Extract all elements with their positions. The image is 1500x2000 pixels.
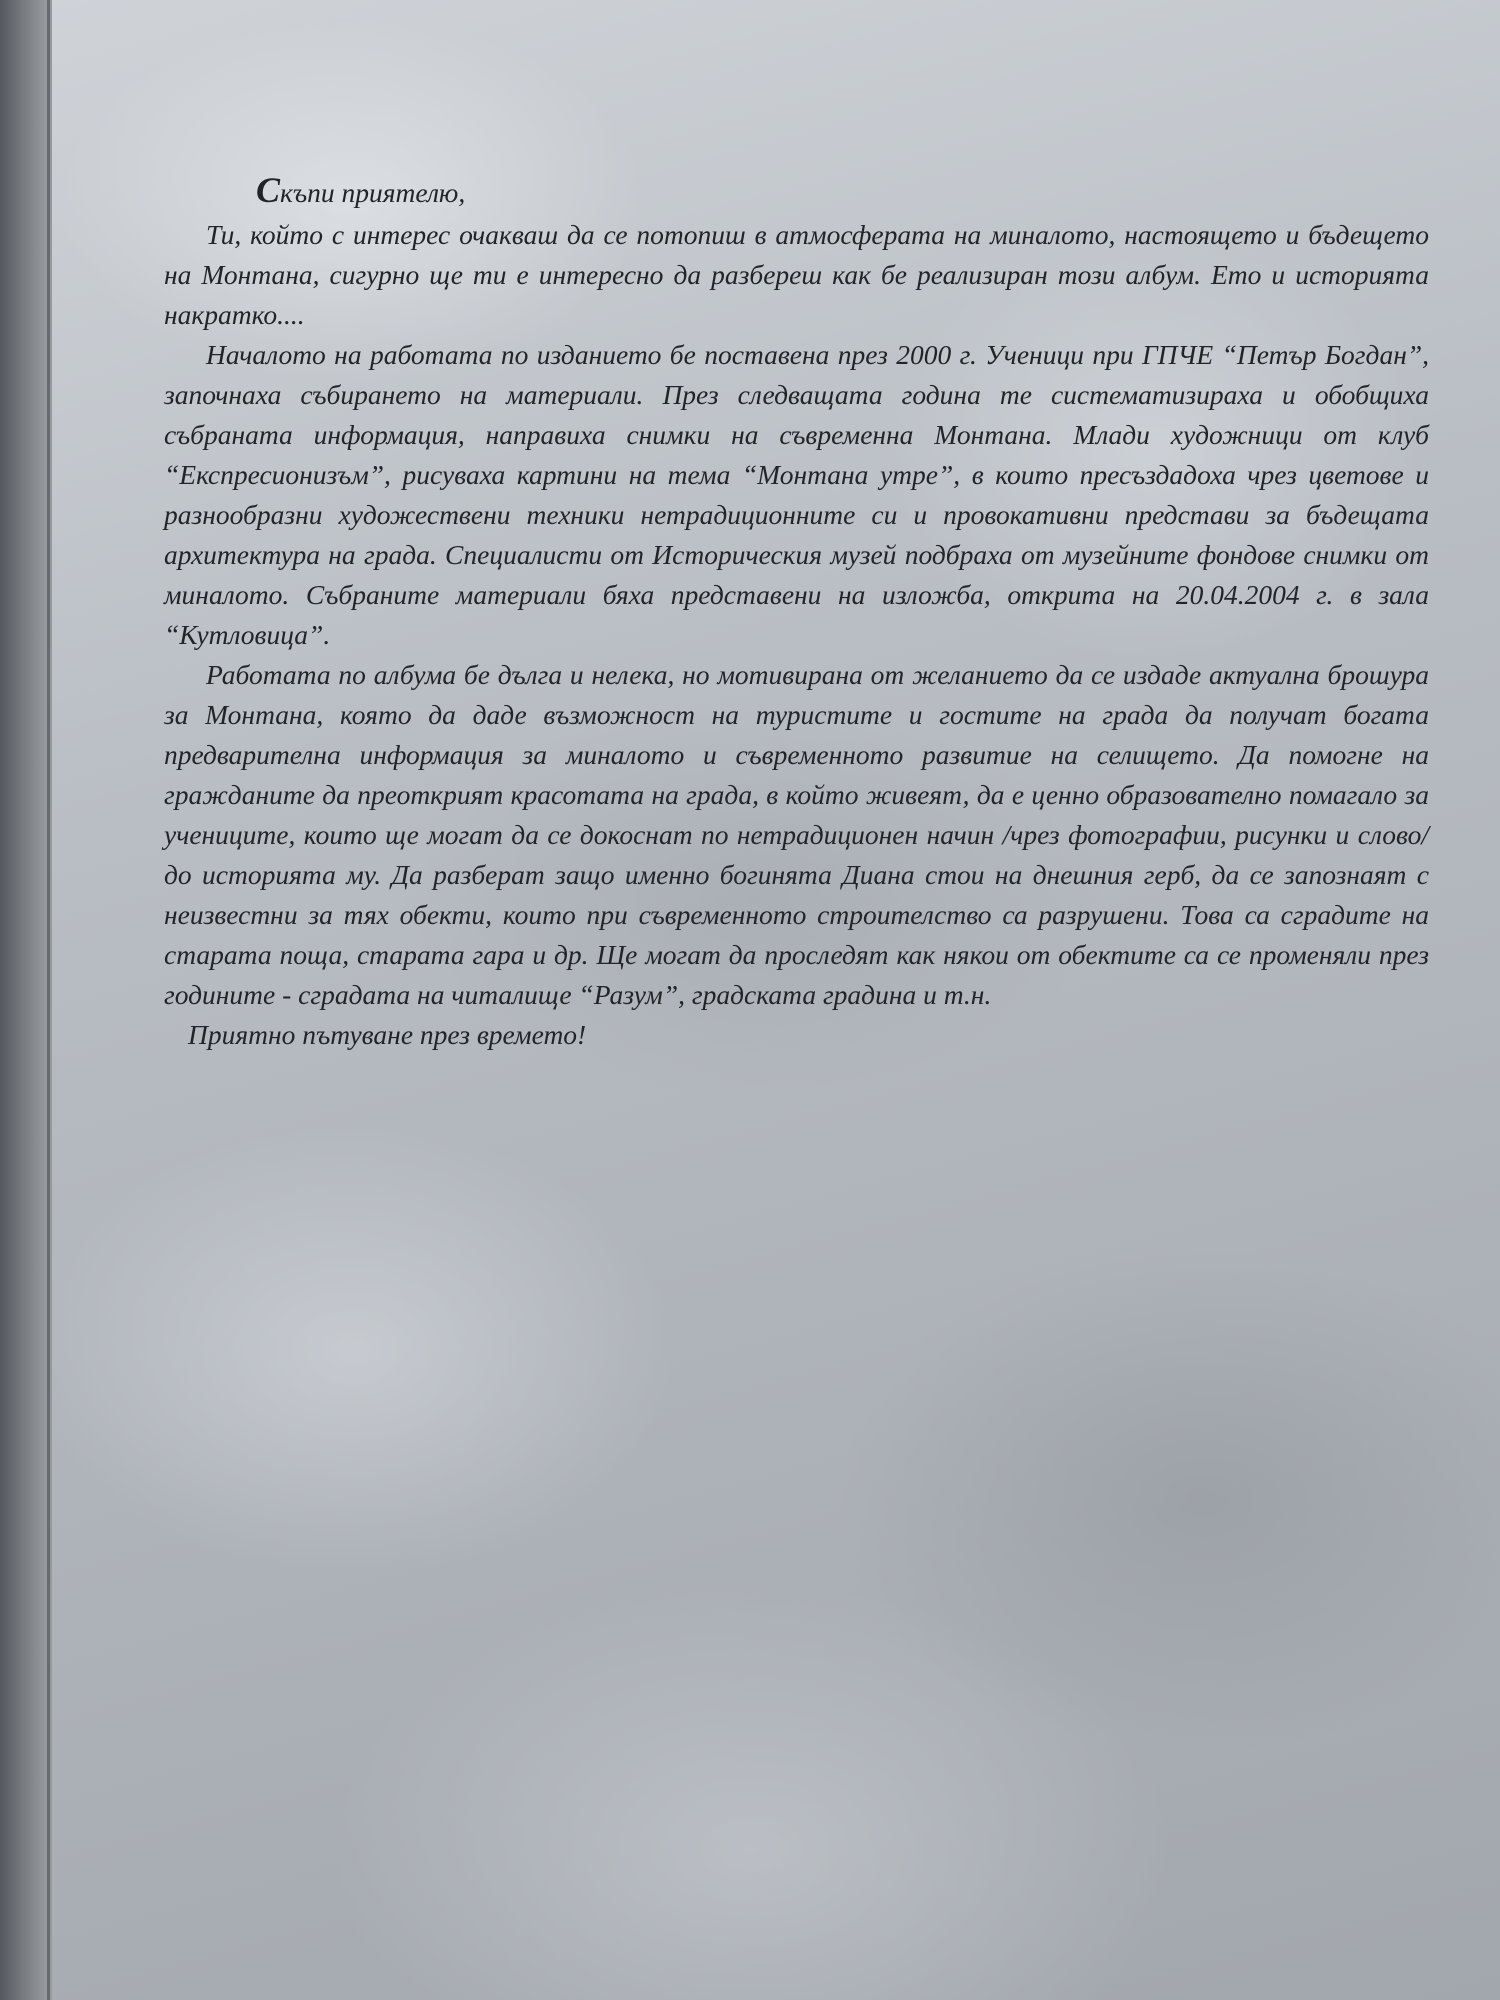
greeting-text: къпи приятелю, [280, 177, 466, 208]
greeting [164, 170, 1429, 213]
paragraph-intro: Ти, който с интерес очакваш да се потопиш в атмосферата на миналото, настоящето и бъдещето на Монтана, сигурно ще ти е интересно да разбереш как бе реализиран този албум. Ето и историята накратко.... [164, 219, 1429, 330]
greeting-initial: С [256, 170, 281, 210]
spine-fold-line [47, 0, 50, 2000]
page [52, 0, 1500, 2000]
closing-line: Приятно пътуване през времето! [188, 1019, 587, 1050]
book-spine [0, 0, 60, 2000]
paragraph-purpose: Работата по албума бе дълга и нелека, но мотивирана от желанието да се издаде актуална брошура за Монтана, която да даде възможност на туристите и гостите на града да получат богата предварителна информация за миналото и съвременното развитие на селището. Да помогне на гражданите да преоткрият красотата на града, в който живеят, да е ценно образователно помагало за учениците, които ще могат да се докоснат по нетрадиционен начин /чрез фотографии, рисунки и слово/ до историята му. Да разберат защо именно богинята Диана стои на днешния герб, да се запознаят с неизвестни за тях обекти, които при съвременното строителство са разрушени. Това са сградите на старата поща, старата гара и др. Ще могат да проследят как някои от обектите са се променяли през годините - сградата на читалище “Разум”, градската градина и т.н. [164, 659, 1429, 1010]
paragraph-history: Началото на работата по изданието бе поставена през 2000 г. Ученици при ГПЧЕ “Петър Богдан”, започнаха събирането на материали. През следващата година те систематизираха и обобщиха събраната информация, направиха снимки на съвременна Монтана. Млади художници от клуб “Експресионизъм”, рисуваха картини на тема “Монтана утре”, в които пресъздадоха чрез цветове и разнообразни художествени техники нетрадиционните си и провокативни представи за бъдещата архитектура на града. Специалисти от Историческия музей подбраха от музейните фондове снимки от миналото. Събраните материали бяха представени на изложба, открита на 20.04.2004 г. в зала “Кутловица”. [164, 339, 1429, 650]
letter-text [164, 170, 1429, 1055]
